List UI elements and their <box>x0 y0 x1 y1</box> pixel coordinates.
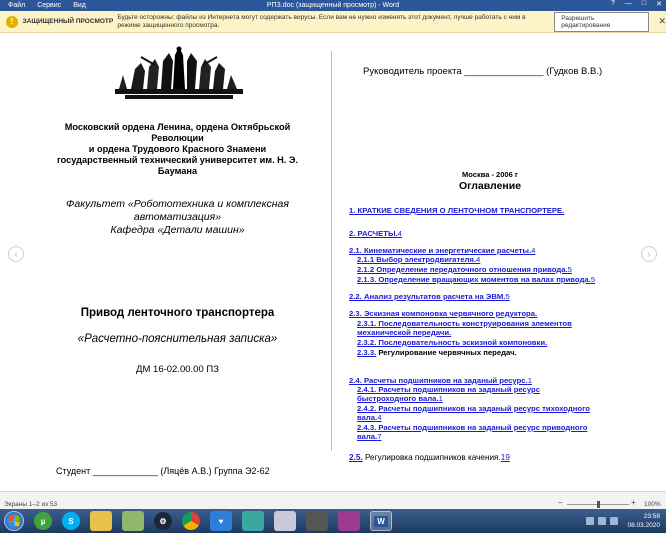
zoom-out-button[interactable]: − <box>558 498 563 507</box>
toc-entry-text[interactable]: 2.1.2 Определение передаточного отношения привода. <box>357 265 568 274</box>
page-counter: Экраны 1–2 из 53 <box>4 501 58 508</box>
toc-entry-text[interactable]: 2. РАСЧЕТЫ. <box>349 229 398 238</box>
minimize-icon[interactable]: — <box>624 0 632 7</box>
toc-page-number[interactable]: 4 <box>397 229 402 238</box>
toc-entry-continued[interactable] <box>357 432 381 441</box>
zoom-in-button[interactable]: + <box>631 498 636 507</box>
university-emblem-icon <box>111 45 247 101</box>
window-controls <box>611 0 662 8</box>
skype-icon[interactable]: S <box>62 512 80 530</box>
student-line: Студент _____________ (Ляцёв А.В.) Группа Э2-62 <box>56 466 270 476</box>
clock-date: 08.03.2020 <box>627 522 660 529</box>
next-page-icon[interactable]: › <box>641 246 657 262</box>
toc-page-number[interactable]: 1 <box>527 376 532 385</box>
toc-entry[interactable] <box>349 376 532 385</box>
toc-entry-text[interactable]: 1. КРАТКИЕ СВЕДЕНИЯ О ЛЕНТОЧНОМ ТРАНСПОРТЕРЕ. <box>349 206 565 215</box>
zoom-slider-thumb[interactable] <box>597 501 600 508</box>
system-tray[interactable] <box>586 517 618 525</box>
toc-entry[interactable] <box>357 338 547 347</box>
toc-entry[interactable] <box>349 453 510 462</box>
toc-page-number[interactable]: 4 <box>377 413 382 422</box>
prev-page-icon[interactable]: ‹ <box>8 246 24 262</box>
protected-view-message: Будьте осторожны: файлы из Интернета могут содержать вирусы. Если вам не нужно изменять этот документ, лучше работать с ним в режиме защищенного просмотра. <box>117 13 526 29</box>
toc-entry-text[interactable]: 2.5. <box>349 453 363 462</box>
photo-app-icon[interactable] <box>242 511 264 531</box>
windows-taskbar <box>0 509 666 533</box>
toc-entry-text[interactable]: вала. <box>357 413 378 422</box>
faculty-line: Факультет «Робототехника и комплексная <box>66 198 289 210</box>
menu-file[interactable]: Файл <box>8 2 26 9</box>
media-app-icon[interactable] <box>274 511 296 531</box>
toc-entry-text[interactable]: 2.1.1 Выбор электродвигателя. <box>357 255 476 264</box>
university-name <box>30 122 325 177</box>
help-icon[interactable]: ? <box>610 0 615 7</box>
toc-entry-continued[interactable] <box>357 394 443 403</box>
explorer-icon[interactable] <box>90 511 112 531</box>
maximize-icon[interactable]: □ <box>641 0 647 7</box>
faculty-info <box>30 198 325 237</box>
toc-entry-text[interactable]: 2.3.2. Последовательность эскизной компоновки. <box>357 338 548 347</box>
university-line: и ордена Трудового Красного Знамени <box>88 144 267 154</box>
window-title: РПЗ.doc (защищенный просмотр) - Word <box>266 2 400 9</box>
tray-icon[interactable] <box>610 517 618 525</box>
document-code: ДМ 16-02.00.00 ПЗ <box>136 364 219 375</box>
toc-entry-text[interactable]: быстроходного вала. <box>357 394 439 403</box>
toc-entry[interactable] <box>349 309 537 318</box>
toc-heading: Оглавление <box>458 180 522 192</box>
close-bar-icon[interactable]: ✕ <box>658 16 666 26</box>
toc-entry[interactable] <box>357 404 590 413</box>
university-line: Революции <box>151 133 204 143</box>
toc-entry[interactable] <box>349 229 402 238</box>
tray-icon[interactable] <box>598 517 606 525</box>
windows-logo-icon <box>9 516 19 526</box>
page-divider <box>331 51 332 451</box>
title-bar <box>0 0 666 11</box>
toc-entry[interactable] <box>357 265 572 274</box>
chrome-icon[interactable] <box>182 512 200 530</box>
toc-page-number[interactable]: 7 <box>377 432 382 441</box>
toc-page-number[interactable]: 5 <box>567 265 572 274</box>
game-icon[interactable] <box>306 511 328 531</box>
faculty-line: автоматизация» <box>133 211 222 223</box>
toc-page-number[interactable]: 5 <box>505 292 510 301</box>
shield-warning-icon: ! <box>6 16 18 28</box>
toc-page-number[interactable]: 4 <box>531 246 536 255</box>
toc-entry-text[interactable]: 2.2. Анализ результатов расчета на ЭВМ. <box>349 292 506 301</box>
department-line: Кафедра «Детали машин» <box>110 224 245 236</box>
toc-entry-text[interactable]: 2.3.3. <box>357 348 377 357</box>
status-bar <box>0 491 666 509</box>
toc-entry[interactable] <box>357 255 480 264</box>
toc-page-number[interactable]: 5 <box>590 275 596 284</box>
toc-entry-text[interactable]: 2.3. Эскизная компоновка червячного редуктора. <box>349 309 538 318</box>
toc-entry-text[interactable]: 2.4.2. Расчеты подшипников на заданый ресурс тихоходного <box>357 404 590 413</box>
toc-entry[interactable] <box>357 275 595 284</box>
toc-entry-text[interactable]: 2.1. Кинематические и энергетические расчеты. <box>349 246 532 255</box>
menu-service[interactable]: Сервис <box>37 2 62 9</box>
supervisor-line: Руководитель проекта _______________ (Гудков В.В.) <box>363 66 603 77</box>
toc-entry[interactable] <box>357 319 572 328</box>
toc-entry[interactable] <box>357 348 517 357</box>
toc-entry-text[interactable]: 2.4. Расчеты подшипников на заданый ресурс. <box>349 376 528 385</box>
project-subtitle: «Расчетно-пояснительная записка» <box>77 333 278 345</box>
toc-entry[interactable] <box>349 292 510 301</box>
toc-entry[interactable] <box>349 246 535 255</box>
toc-entry-text[interactable]: 2.4.3. Расчеты подшипников на заданый ресурс приводного <box>357 423 588 432</box>
archive-icon[interactable] <box>338 511 360 531</box>
university-line: государственный технический университет им. Н. Э. <box>56 155 299 165</box>
toc-entry-text[interactable]: 2.4.1. Расчеты подшипников на заданый ресурс <box>357 385 540 394</box>
city-year: Москва - 2006 г <box>462 170 518 179</box>
close-icon[interactable]: ✕ <box>656 1 662 8</box>
toc-entry-text[interactable]: механической передачи. <box>357 328 452 337</box>
clock-time: 23:58 <box>643 513 660 520</box>
toc-page-number[interactable]: 4 <box>476 255 481 264</box>
enable-editing-button[interactable]: Разрешить редактирование <box>554 12 649 32</box>
university-line: Московский ордена Ленина, ордена Октябрьской <box>64 122 291 132</box>
project-title: Привод ленточного транспортера <box>80 307 275 319</box>
toc-entry[interactable] <box>357 423 587 432</box>
toc-entry[interactable] <box>357 385 540 394</box>
gallery-icon[interactable] <box>122 511 144 531</box>
document-area[interactable] <box>0 33 666 491</box>
clock[interactable] <box>627 512 660 530</box>
toc-entry-continued[interactable] <box>357 413 381 422</box>
toc-entry-text[interactable]: 2.1.3. Определение вращающих моментов на валах привода. <box>357 275 591 284</box>
zoom-level[interactable]: 100% <box>644 501 661 508</box>
steam-icon[interactable]: ⚙ <box>154 512 172 530</box>
start-button[interactable] <box>4 511 24 531</box>
toc-entry-text[interactable]: Регулировка подшипников качения. <box>362 453 501 462</box>
toc-entry-text[interactable]: 2.3.1. Последовательность конструирования элементов <box>357 319 572 328</box>
toc-page-number[interactable]: 1 <box>438 394 443 403</box>
menu-bar <box>0 2 86 9</box>
toc-entry-continued[interactable] <box>357 328 451 337</box>
university-line: Баумана <box>157 166 198 176</box>
protected-view-title: ЗАЩИЩЕННЫЙ ПРОСМОТР <box>22 18 114 25</box>
toc-entry-text[interactable]: Регулирование червячных передач. <box>376 348 517 357</box>
menu-view[interactable]: Вид <box>73 2 86 9</box>
toc-page-number[interactable]: 19 <box>500 453 510 462</box>
utorrent-icon[interactable]: µ <box>34 512 52 530</box>
word-icon[interactable]: W <box>370 511 392 531</box>
toc-entry-text[interactable]: вала. <box>357 432 378 441</box>
toc-entry[interactable] <box>349 206 564 215</box>
protected-view-bar <box>0 11 666 33</box>
tray-icon[interactable] <box>586 517 594 525</box>
heart-app-icon[interactable]: ♥ <box>210 511 232 531</box>
